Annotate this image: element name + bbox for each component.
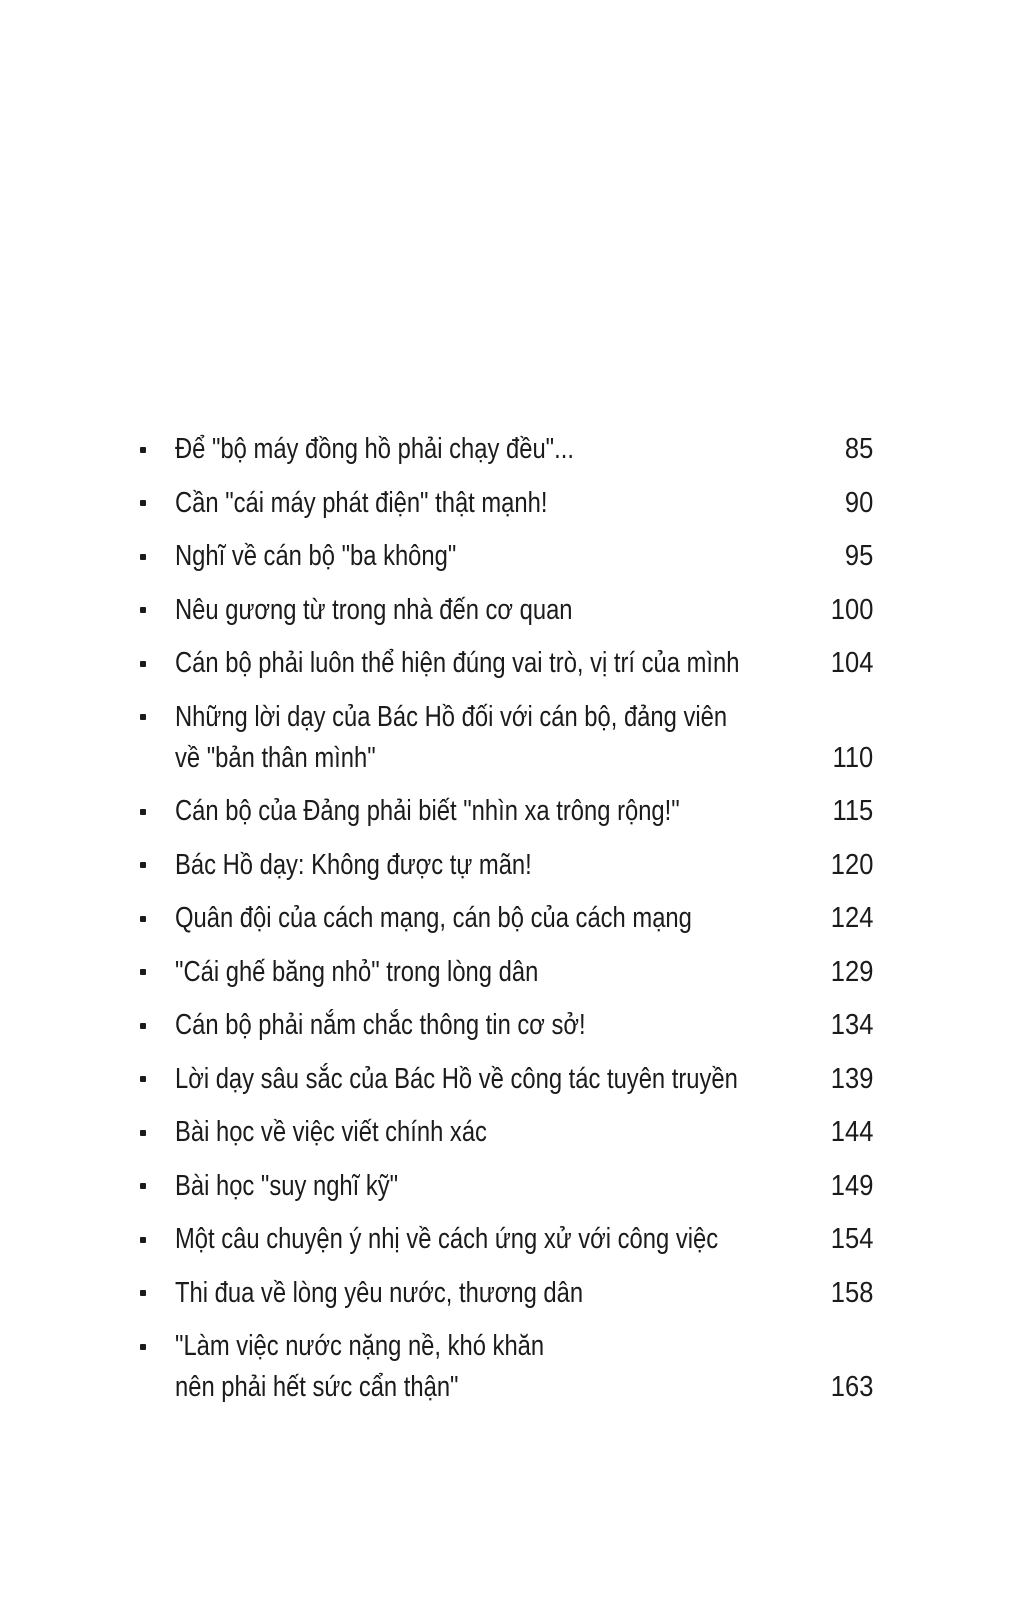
bullet-cell <box>140 1005 175 1046</box>
page-number: 154 <box>830 1223 873 1255</box>
toc-entry <box>140 590 873 631</box>
toc-title-line: Thi đua về lòng yêu nước, thương dân <box>175 1276 584 1309</box>
page-number: 144 <box>830 1116 873 1148</box>
toc-entry-page <box>811 1219 873 1260</box>
toc-entry-title <box>175 697 811 779</box>
toc-entry-title <box>175 1112 811 1153</box>
toc-entry-page <box>811 536 873 577</box>
toc-entry <box>140 643 873 684</box>
page-number: 110 <box>832 741 873 774</box>
toc-entry-page <box>811 738 873 779</box>
bullet-cell <box>140 697 175 738</box>
toc-entry <box>140 845 873 886</box>
bullet-dot-icon <box>140 862 146 868</box>
bullet-dot-icon <box>140 554 146 560</box>
toc-entry <box>140 1059 873 1100</box>
toc-title-line: Để "bộ máy đồng hồ phải chạy đều"... <box>175 433 574 465</box>
bullet-dot-icon <box>140 1237 146 1243</box>
toc-entry-page <box>811 483 873 524</box>
bullet-dot-icon <box>140 500 146 506</box>
bullet-cell <box>140 1326 175 1367</box>
toc-title-line: "Cái ghế băng nhỏ" trong lòng dân <box>175 955 539 988</box>
toc-entry <box>140 952 873 993</box>
toc-entry <box>140 1112 873 1153</box>
toc-entry-title <box>175 536 811 577</box>
page-number: 104 <box>830 647 873 679</box>
page-number: 124 <box>830 902 873 934</box>
toc-entry <box>140 483 873 524</box>
toc-title-line: Cán bộ phải luôn thể hiện đúng vai trò, vị trí của mình <box>175 647 740 679</box>
toc-title-line: "Làm việc nước nặng nề, khó khăn <box>175 1330 545 1362</box>
toc-title-line: Cần "cái máy phát điện" thật mạnh! <box>175 486 548 519</box>
bullet-dot-icon <box>140 1183 146 1189</box>
toc-entry-title <box>175 898 811 939</box>
toc-entry-page <box>811 590 873 631</box>
toc-title-line: Một câu chuyện ý nhị về cách ứng xử với công việc <box>175 1223 719 1255</box>
toc-title-line: Nêu gương từ trong nhà đến cơ quan <box>175 593 573 626</box>
toc-title-line: Cán bộ của Đảng phải biết "nhìn xa trông rộng!" <box>175 795 680 827</box>
toc-entry <box>140 429 873 470</box>
toc-entry-page <box>811 643 873 684</box>
bullet-dot-icon <box>140 1076 146 1082</box>
bullet-cell <box>140 429 175 470</box>
bullet-cell <box>140 590 175 631</box>
toc-entry <box>140 1219 873 1260</box>
toc-entry-title <box>175 1166 811 1207</box>
toc-entry-page <box>811 1367 873 1408</box>
page-number: 129 <box>830 955 873 988</box>
page-number: 139 <box>830 1062 873 1095</box>
page-number: 149 <box>830 1169 873 1202</box>
toc-entry-page <box>811 1112 873 1153</box>
toc-entry-page <box>811 952 873 993</box>
toc-entry-title <box>175 791 811 832</box>
toc-entry-title <box>175 483 811 524</box>
toc-entry <box>140 1273 873 1314</box>
toc-title-line: Quân đội của cách mạng, cán bộ của cách mạng <box>175 902 692 934</box>
bullet-dot-icon <box>140 447 146 453</box>
bullet-cell <box>140 845 175 886</box>
page-number: 90 <box>844 486 873 519</box>
page-number: 115 <box>832 795 873 827</box>
page-number: 95 <box>844 540 873 572</box>
page-number: 163 <box>830 1371 873 1403</box>
toc-entry <box>140 791 873 832</box>
toc-entry <box>140 1326 873 1408</box>
toc-title-line: Bác Hồ dạy: Không được tự mãn! <box>175 848 532 881</box>
toc-entry-page <box>811 791 873 832</box>
bullet-cell <box>140 1166 175 1207</box>
page-number: 134 <box>830 1009 873 1041</box>
page-number: 100 <box>830 593 873 626</box>
page-number: 85 <box>844 433 873 465</box>
toc-title-line: về "bản thân mình" <box>175 741 376 774</box>
bullet-dot-icon <box>140 969 146 975</box>
bullet-cell <box>140 1273 175 1314</box>
bullet-dot-icon <box>140 1130 146 1136</box>
bullet-cell <box>140 1059 175 1100</box>
bullet-cell <box>140 1112 175 1153</box>
page-number: 120 <box>830 848 873 881</box>
toc-entry-title <box>175 429 811 470</box>
toc-entry-page <box>811 1005 873 1046</box>
bullet-cell <box>140 791 175 832</box>
toc-entry <box>140 1005 873 1046</box>
bullet-dot-icon <box>140 661 146 667</box>
toc-title-line: Nghĩ về cán bộ "ba không" <box>175 540 457 572</box>
toc-entry-page <box>811 429 873 470</box>
toc-entry-title <box>175 1005 811 1046</box>
bullet-cell <box>140 643 175 684</box>
toc-title-line: Cán bộ phải nắm chắc thông tin cơ sở! <box>175 1009 586 1041</box>
toc-entry <box>140 1166 873 1207</box>
bullet-dot-icon <box>140 714 146 720</box>
toc-entry <box>140 536 873 577</box>
page-number: 158 <box>830 1276 873 1309</box>
bullet-cell <box>140 483 175 524</box>
toc-entry <box>140 697 873 779</box>
toc-entry-title <box>175 1059 811 1100</box>
bullet-dot-icon <box>140 607 146 613</box>
toc-entry-title <box>175 590 811 631</box>
toc-title-line: Bài học "suy nghĩ kỹ" <box>175 1169 399 1202</box>
toc-title-line: Những lời dạy của Bác Hồ đối với cán bộ, đảng viên <box>175 700 728 733</box>
bullet-cell <box>140 952 175 993</box>
bullet-dot-icon <box>140 1023 146 1029</box>
toc-entry-title <box>175 845 811 886</box>
toc-entry-title <box>175 1326 811 1408</box>
bullet-cell <box>140 536 175 577</box>
toc-entry-page <box>811 1273 873 1314</box>
toc-entry-title <box>175 1219 811 1260</box>
toc-entry-page <box>811 898 873 939</box>
table-of-contents <box>140 429 873 1421</box>
toc-title-line: Bài học về việc viết chính xác <box>175 1116 487 1148</box>
bullet-dot-icon <box>140 1290 146 1296</box>
toc-title-line: Lời dạy sâu sắc của Bác Hồ về công tác tuyên truyền <box>175 1062 738 1095</box>
toc-entry-page <box>811 1166 873 1207</box>
toc-entry <box>140 898 873 939</box>
toc-title-line: nên phải hết sức cẩn thận" <box>175 1371 459 1403</box>
toc-entry-title <box>175 952 811 993</box>
toc-entry-title <box>175 643 811 684</box>
bullet-cell <box>140 1219 175 1260</box>
bullet-cell <box>140 898 175 939</box>
bullet-dot-icon <box>140 916 146 922</box>
bullet-dot-icon <box>140 1344 146 1350</box>
toc-entry-title <box>175 1273 811 1314</box>
toc-entry-page <box>811 1059 873 1100</box>
toc-entry-page <box>811 845 873 886</box>
bullet-dot-icon <box>140 809 146 815</box>
